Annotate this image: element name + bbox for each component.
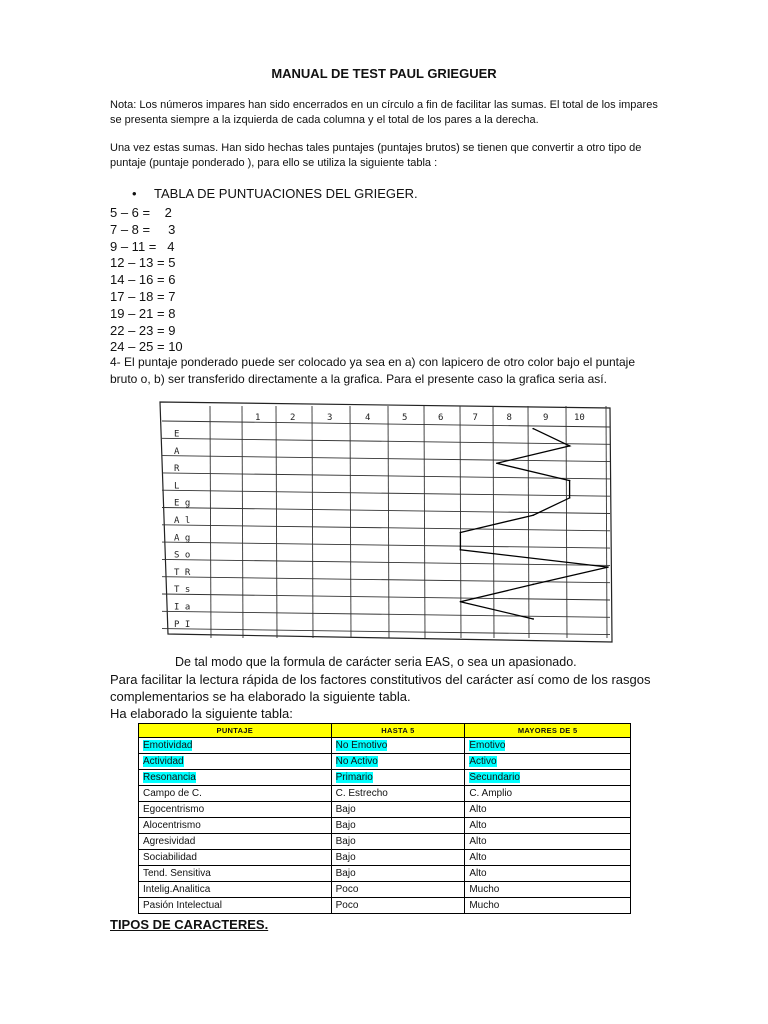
table-cell-text: Alocentrismo [143, 820, 201, 831]
grid-row-line [162, 525, 610, 531]
conversion-paragraph: Una vez estas sumas. Han sido hechas tales puntajes (puntajes brutos) se tienen que convertir a otro tipo de puntaje (puntaje ponderado ), para ello se utiliza la siguiente tabla : [110, 142, 642, 169]
profile-chart [148, 398, 616, 653]
grid-column-line [606, 406, 607, 638]
row-label: P I [174, 619, 191, 630]
table-cell [139, 850, 332, 866]
grid-column-line [388, 406, 389, 638]
bullet-icon: • [132, 186, 137, 201]
grid-column-line [493, 406, 494, 638]
score-table-title: TABLA DE PUNTUACIONES DEL GRIEGER. [154, 186, 418, 201]
table-cell [465, 866, 631, 882]
profile-chart-svg [148, 398, 616, 648]
table-cell [465, 898, 631, 914]
table-cell-text: Resonancia [143, 772, 196, 783]
score-range-item: 24 – 25 = 10 [110, 339, 183, 355]
grid-column-line [276, 406, 277, 638]
chart-caption: De tal modo que la formula de carácter seria EAS, o sea un apasionado. [175, 655, 577, 669]
profile-point [569, 480, 571, 482]
x-tick-label: 3 [327, 413, 333, 423]
score-range-item: 17 – 18 = 7 [110, 288, 176, 304]
table-cell [331, 866, 465, 882]
table-cell [465, 738, 631, 754]
table-cell [139, 898, 332, 914]
table-intro: Ha elaborado la siguiente tabla: [110, 706, 293, 721]
table-cell-text: Alto [469, 868, 487, 879]
x-tick-label: 5 [402, 413, 408, 423]
grid-row-line [162, 559, 610, 565]
table-cell [139, 770, 332, 786]
grid-row-line [162, 594, 610, 600]
table-cell [465, 850, 631, 866]
score-range-item: 7 – 8 = 3 [110, 221, 176, 237]
grid-column-line [210, 406, 211, 638]
table-cell [139, 802, 332, 818]
table-cell-text: Emotivo [469, 740, 506, 751]
grid-row-line [162, 611, 610, 617]
grid-column-line [424, 406, 425, 638]
explanation-paragraph: Para facilitar la lectura rápida de los factores constitutivos del carácter así como de los rasgos complementarios se ha elaborado la siguiente tabla. [110, 672, 651, 704]
table-cell [331, 850, 465, 866]
score-range-item: 5 – 6 = 2 [110, 205, 172, 220]
grid-row-line [162, 456, 610, 462]
score-conversion-list [110, 205, 183, 356]
section-heading: TIPOS DE CARACTERES. [110, 917, 269, 932]
grid-column-line [312, 406, 313, 638]
grid-column-line [528, 406, 529, 638]
table-header-cell: MAYORES DE 5 [465, 724, 631, 738]
table-cell [331, 738, 465, 754]
profile-point [607, 566, 609, 568]
table-cell-text: Campo de C. [143, 788, 202, 799]
table-row [139, 818, 631, 834]
table-cell [465, 818, 631, 834]
profile-line [460, 429, 608, 619]
table-cell [331, 834, 465, 850]
table-cell [139, 834, 332, 850]
profile-point [532, 618, 534, 620]
table-cell [139, 882, 332, 898]
score-range-item: 9 – 11 = 4 [110, 238, 175, 254]
row-label: A [174, 446, 180, 457]
table-cell [331, 754, 465, 770]
table-cell-text: Mucho [469, 900, 500, 911]
table-cell-text: C. Estrecho [335, 788, 388, 799]
grid-column-line [242, 406, 243, 638]
row-label: A l [174, 515, 191, 526]
table-row [139, 786, 631, 802]
table-header-cell: HASTA 5 [331, 724, 465, 738]
profile-point [532, 514, 534, 516]
table-cell-text: Tend. Sensitiva [143, 868, 211, 879]
table-cell [139, 866, 332, 882]
row-label: R [174, 464, 180, 475]
table-cell-text: Primario [335, 772, 373, 783]
x-tick-label: 2 [290, 413, 296, 423]
table-cell-text: Bajo [335, 852, 356, 863]
table-row [139, 738, 631, 754]
profile-point [532, 428, 534, 430]
table-cell [139, 738, 332, 754]
x-tick-label: 1 [255, 413, 261, 423]
profile-point [460, 601, 462, 603]
table-cell [465, 802, 631, 818]
grid-column-line [566, 406, 567, 638]
table-cell-text: No Emotivo [335, 740, 388, 751]
x-tick-label: 8 [506, 413, 512, 423]
x-tick-label: 4 [365, 413, 371, 423]
table-cell-text: Activo [469, 756, 497, 767]
table-cell-text: Bajo [335, 804, 356, 815]
table-cell-text: Actividad [143, 756, 184, 767]
table-cell-text: Alto [469, 820, 487, 831]
table-cell-text: Poco [335, 900, 359, 911]
table-cell-text: Intelig.Analitica [143, 884, 211, 895]
table-cell [139, 818, 332, 834]
profile-point [569, 445, 571, 447]
score-range-item: 14 – 16 = 6 [110, 272, 176, 288]
table-header-cell: PUNTAJE [139, 724, 332, 738]
row-label: T R [174, 567, 191, 578]
profile-point [460, 532, 462, 534]
table-row [139, 866, 631, 882]
table-cell-text: Alto [469, 804, 487, 815]
grid-row-line [162, 629, 610, 635]
table-header-row [139, 724, 631, 738]
profile-point [532, 584, 534, 586]
table-row [139, 834, 631, 850]
table-cell-text: C. Amplio [469, 788, 513, 799]
table-cell [331, 882, 465, 898]
x-tick-label: 7 [472, 413, 478, 423]
table-cell [331, 770, 465, 786]
table-cell-text: Bajo [335, 868, 356, 879]
profile-point [460, 549, 462, 551]
table-cell-text: Egocentrismo [143, 804, 205, 815]
table-cell [465, 770, 631, 786]
table-cell-text: Pasión Intelectual [143, 900, 222, 911]
instruction-paragraph: 4- El puntaje ponderado puede ser colocado ya sea en a) con lapicero de otro color bajo el puntaje bruto o, b) ser transferido directamente a la grafica. Para el presente caso la grafica seria así. [110, 355, 636, 386]
grid-row-line [162, 438, 610, 444]
table-cell-text: Alto [469, 852, 487, 863]
table-row [139, 850, 631, 866]
x-tick-label: 9 [543, 413, 549, 423]
table-cell [139, 786, 332, 802]
table-row [139, 882, 631, 898]
x-tick-label: 10 [574, 413, 585, 423]
table-cell [331, 818, 465, 834]
row-label: L [174, 481, 180, 492]
table-cell-text: Emotividad [143, 740, 193, 751]
chart-frame [160, 402, 612, 642]
table-row [139, 802, 631, 818]
document-title: MANUAL DE TEST PAUL GRIEGUER [271, 66, 497, 81]
row-label: S o [174, 550, 191, 561]
row-label: E g [174, 498, 191, 509]
profile-point [496, 462, 498, 464]
table-cell-text: Alto [469, 836, 487, 847]
score-range-item: 22 – 23 = 9 [110, 322, 176, 338]
row-label: I a [174, 602, 191, 613]
grid-column-line [460, 406, 461, 638]
grid-row-line [162, 490, 610, 496]
table-cell-text: Agresividad [143, 836, 196, 847]
row-label: T s [174, 585, 191, 596]
table-cell-text: Secundario [469, 772, 520, 783]
profile-point [569, 497, 571, 499]
table-cell [465, 834, 631, 850]
note-paragraph: Nota: Los números impares han sido encerrados en un círculo a fin de facilitar las sumas. El total de los impares se presenta siempre a la izquierda de cada columna y el total de los pares a la derecha. [110, 99, 658, 126]
table-cell [465, 786, 631, 802]
table-row [139, 770, 631, 786]
table-cell-text: Bajo [335, 836, 356, 847]
table-cell [331, 786, 465, 802]
table-row [139, 898, 631, 914]
score-table-heading [132, 186, 418, 201]
row-label: E [174, 429, 180, 440]
table-row [139, 754, 631, 770]
table-cell-text: Mucho [469, 884, 500, 895]
x-tick-label: 6 [438, 413, 444, 423]
table-cell-text: No Activo [335, 756, 378, 767]
table-cell-text: Sociabilidad [143, 852, 197, 863]
score-range-item: 12 – 13 = 5 [110, 255, 176, 271]
table-cell [139, 754, 332, 770]
table-cell [465, 754, 631, 770]
table-cell [331, 802, 465, 818]
table-cell [465, 882, 631, 898]
table-cell [331, 898, 465, 914]
score-range-item: 19 – 21 = 8 [110, 305, 176, 321]
table-cell-text: Bajo [335, 820, 356, 831]
grid-row-line [162, 542, 610, 548]
table-cell-text: Poco [335, 884, 359, 895]
row-label: A g [174, 533, 191, 544]
traits-table [138, 723, 631, 914]
